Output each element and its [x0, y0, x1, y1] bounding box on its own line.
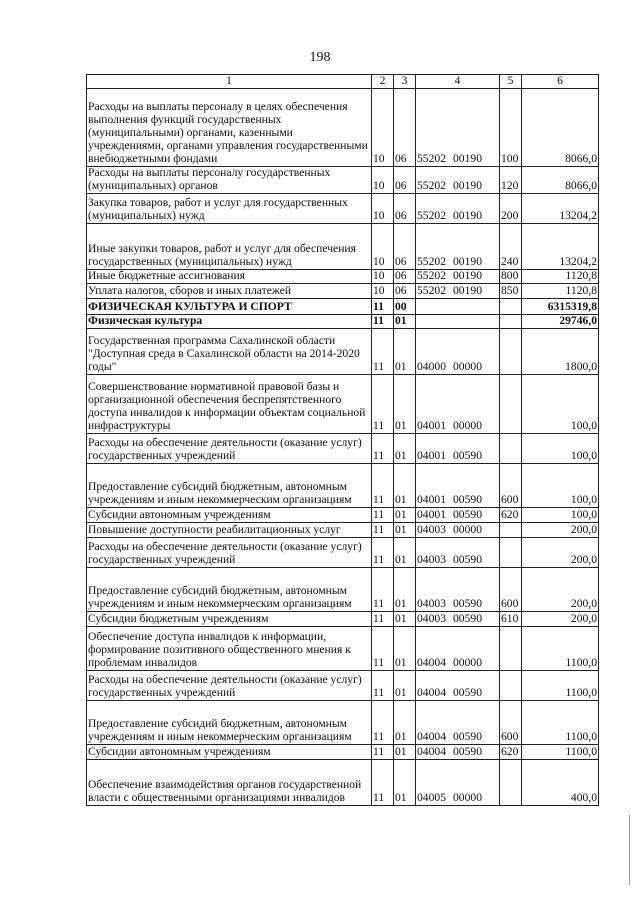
row-expense-type-cell	[500, 523, 522, 538]
target-article-program-code: 55202	[417, 209, 446, 223]
row-subsection-cell: 01	[394, 538, 416, 568]
row-name-cell: ФИЗИЧЕСКАЯ КУЛЬТУРА И СПОРТ	[87, 299, 372, 315]
row-target-article-cell	[416, 627, 500, 671]
target-article-direction-code: 00000	[453, 791, 482, 805]
table-row	[87, 315, 599, 329]
row-sum-cell: 8066,0	[522, 89, 599, 167]
target-article-direction-code: 00590	[453, 449, 482, 463]
row-expense-type-cell	[500, 434, 522, 464]
row-target-article-cell	[416, 167, 500, 194]
row-expense-type-cell	[500, 627, 522, 671]
row-expense-type-cell	[500, 375, 522, 434]
row-section-cell: 11	[372, 671, 394, 701]
row-subsection-cell: 01	[394, 508, 416, 523]
row-section-cell: 11	[372, 508, 394, 523]
row-subsection-cell: 01	[394, 315, 416, 329]
target-article-direction-code: 00190	[453, 179, 482, 193]
row-expense-type-cell: 610	[500, 612, 522, 627]
row-expense-type-cell: 850	[500, 284, 522, 299]
row-sum-cell: 200,0	[522, 612, 599, 627]
row-sum-cell: 8066,0	[522, 167, 599, 194]
target-article-direction-code: 00190	[453, 255, 482, 269]
row-sum-cell: 29746,0	[522, 315, 599, 329]
table-row	[87, 375, 599, 434]
row-name-cell: Субсидии автономным учреждениям	[87, 745, 372, 760]
row-sum-cell: 1120,8	[522, 270, 599, 284]
table-row	[87, 167, 599, 194]
table-row	[87, 538, 599, 568]
row-sum-cell: 1800,0	[522, 329, 599, 375]
row-target-article-cell	[416, 508, 500, 523]
target-article-direction-code: 00590	[453, 508, 482, 522]
table-row	[87, 612, 599, 627]
target-article-program-code: 04003	[417, 612, 446, 626]
row-expense-type-cell: 600	[500, 464, 522, 508]
table-row	[87, 745, 599, 760]
row-sum-cell: 200,0	[522, 538, 599, 568]
row-section-cell: 11	[372, 760, 394, 806]
table-row	[87, 701, 599, 745]
target-article-direction-code: 00590	[453, 493, 482, 507]
target-article-direction-code: 00590	[453, 686, 482, 700]
row-target-article-cell	[416, 224, 500, 270]
target-article-program-code: 04001	[417, 419, 446, 433]
header-col-2: 2	[372, 75, 394, 89]
target-article-program-code: 04000	[417, 360, 446, 374]
target-article-program-code: 55202	[417, 152, 446, 166]
row-name-cell: Уплата налогов, сборов и иных платежей	[87, 284, 372, 299]
header-col-3: 3	[394, 75, 416, 89]
row-expense-type-cell	[500, 329, 522, 375]
row-subsection-cell: 01	[394, 760, 416, 806]
target-article-program-code: 04003	[417, 597, 446, 611]
row-name-cell: Предоставление субсидий бюджетным, автономным учреждениям и иным некоммерческим организациям	[87, 464, 372, 508]
row-expense-type-cell: 620	[500, 745, 522, 760]
target-article-direction-code: 00590	[453, 597, 482, 611]
table-row	[87, 434, 599, 464]
header-col-5: 5	[500, 75, 522, 89]
target-article-direction-code: 00000	[453, 656, 482, 670]
table-row	[87, 627, 599, 671]
row-sum-cell: 13204,2	[522, 224, 599, 270]
row-name-cell: Иные закупки товаров, работ и услуг для обеспечения государственных (муниципальных) нужд	[87, 224, 372, 270]
row-name-cell: Иные бюджетные ассигнования	[87, 270, 372, 284]
table-row	[87, 194, 599, 224]
target-article-program-code: 04003	[417, 523, 446, 537]
row-sum-cell: 1120,8	[522, 284, 599, 299]
row-subsection-cell: 01	[394, 745, 416, 760]
row-subsection-cell: 01	[394, 434, 416, 464]
row-name-cell: Расходы на выплаты персоналу государственных (муниципальных) органов	[87, 167, 372, 194]
row-name-cell: Совершенствование нормативной правовой базы и организационной обеспечения беспрепятственного доступа инвалидов к информации объектам социальной инфраструктуры	[87, 375, 372, 434]
table-row	[87, 89, 599, 167]
row-name-cell: Предоставление субсидий бюджетным, автономным учреждениям и иным некоммерческим организациям	[87, 701, 372, 745]
row-subsection-cell: 01	[394, 329, 416, 375]
row-sum-cell: 100,0	[522, 375, 599, 434]
table-row	[87, 329, 599, 375]
target-article-program-code: 04001	[417, 449, 446, 463]
row-target-article-cell	[416, 89, 500, 167]
row-target-article-cell	[416, 194, 500, 224]
row-target-article-cell	[416, 270, 500, 284]
target-article-program-code: 04004	[417, 745, 446, 759]
row-sum-cell: 200,0	[522, 523, 599, 538]
row-expense-type-cell	[500, 538, 522, 568]
target-article-direction-code: 00590	[453, 553, 482, 567]
table-row	[87, 224, 599, 270]
row-subsection-cell: 01	[394, 568, 416, 612]
row-subsection-cell: 01	[394, 701, 416, 745]
row-name-cell: Повышение доступности реабилитационных услуг	[87, 523, 372, 538]
row-section-cell: 10	[372, 89, 394, 167]
header-row	[87, 75, 599, 89]
row-section-cell: 11	[372, 315, 394, 329]
row-name-cell: Обеспечение доступа инвалидов к информации, формирование позитивного общественного мнения к проблемам инвалидов	[87, 627, 372, 671]
target-article-direction-code: 00590	[453, 745, 482, 759]
row-subsection-cell: 06	[394, 167, 416, 194]
row-target-article-cell	[416, 701, 500, 745]
row-target-article-cell	[416, 538, 500, 568]
row-sum-cell: 400,0	[522, 760, 599, 806]
row-target-article-cell	[416, 329, 500, 375]
target-article-program-code: 04005	[417, 791, 446, 805]
target-article-program-code: 55202	[417, 255, 446, 269]
target-article-direction-code: 00590	[453, 730, 482, 744]
row-section-cell: 11	[372, 434, 394, 464]
row-subsection-cell: 01	[394, 375, 416, 434]
row-expense-type-cell	[500, 671, 522, 701]
row-subsection-cell: 06	[394, 270, 416, 284]
row-target-article-cell	[416, 568, 500, 612]
target-article-program-code: 04001	[417, 508, 446, 522]
budget-table	[86, 74, 599, 806]
row-subsection-cell: 06	[394, 224, 416, 270]
table-row	[87, 284, 599, 299]
table-row	[87, 523, 599, 538]
row-name-cell: Расходы на обеспечение деятельности (оказание услуг) государственных учреждений	[87, 434, 372, 464]
row-subsection-cell: 06	[394, 284, 416, 299]
row-section-cell: 11	[372, 612, 394, 627]
row-expense-type-cell	[500, 315, 522, 329]
row-section-cell: 11	[372, 375, 394, 434]
row-name-cell: Закупка товаров, работ и услуг для государственных (муниципальных) нужд	[87, 194, 372, 224]
table-row	[87, 671, 599, 701]
row-expense-type-cell: 200	[500, 194, 522, 224]
row-section-cell: 10	[372, 167, 394, 194]
budget-table-body	[87, 75, 599, 806]
table-row	[87, 270, 599, 284]
row-name-cell: Субсидии бюджетным учреждениям	[87, 612, 372, 627]
row-target-article-cell	[416, 284, 500, 299]
target-article-direction-code: 00190	[453, 284, 482, 298]
row-name-cell: Обеспечение взаимодействия органов государственной власти с общественными организациями инвалидов	[87, 760, 372, 806]
table-row	[87, 568, 599, 612]
row-name-cell: Расходы на выплаты персоналу в целях обеспечения выполнения функций государственных (муниципальными) органами, казенными учреждениями, органами управления государственными внебюджетными фондами	[87, 89, 372, 167]
row-target-article-cell	[416, 299, 500, 315]
row-sum-cell: 1100,0	[522, 671, 599, 701]
row-subsection-cell: 01	[394, 612, 416, 627]
row-expense-type-cell: 100	[500, 89, 522, 167]
target-article-direction-code: 00000	[453, 360, 482, 374]
row-sum-cell: 1100,0	[522, 627, 599, 671]
row-sum-cell: 100,0	[522, 508, 599, 523]
scan-edge-mark	[629, 815, 630, 885]
row-section-cell: 11	[372, 568, 394, 612]
target-article-direction-code: 00190	[453, 209, 482, 223]
target-article-program-code: 55202	[417, 284, 446, 298]
target-article-direction-code: 00190	[453, 269, 482, 283]
row-target-article-cell	[416, 671, 500, 701]
target-article-direction-code: 00590	[453, 612, 482, 626]
target-article-direction-code: 00000	[453, 419, 482, 433]
row-expense-type-cell: 620	[500, 508, 522, 523]
header-col-1: 1	[87, 75, 372, 89]
row-target-article-cell	[416, 760, 500, 806]
row-sum-cell: 13204,2	[522, 194, 599, 224]
row-subsection-cell: 06	[394, 194, 416, 224]
row-target-article-cell	[416, 745, 500, 760]
row-subsection-cell: 01	[394, 627, 416, 671]
row-section-cell: 10	[372, 270, 394, 284]
row-section-cell: 11	[372, 745, 394, 760]
row-sum-cell: 200,0	[522, 568, 599, 612]
row-section-cell: 11	[372, 701, 394, 745]
row-section-cell: 10	[372, 224, 394, 270]
row-sum-cell: 6315319,8	[522, 299, 599, 315]
row-target-article-cell	[416, 375, 500, 434]
row-expense-type-cell: 120	[500, 167, 522, 194]
row-expense-type-cell: 600	[500, 701, 522, 745]
row-name-cell: Государственная программа Сахалинской области "Доступная среда в Сахалинской области на 2014-2020 годы"	[87, 329, 372, 375]
row-section-cell: 11	[372, 523, 394, 538]
page-number: 198	[309, 50, 331, 65]
row-section-cell: 11	[372, 538, 394, 568]
row-subsection-cell: 06	[394, 89, 416, 167]
row-expense-type-cell: 600	[500, 568, 522, 612]
row-subsection-cell: 01	[394, 523, 416, 538]
target-article-direction-code: 00190	[453, 152, 482, 166]
row-name-cell: Расходы на обеспечение деятельности (оказание услуг) государственных учреждений	[87, 538, 372, 568]
table-row	[87, 508, 599, 523]
row-section-cell: 11	[372, 627, 394, 671]
row-name-cell: Расходы на обеспечение деятельности (оказание услуг) государственных учреждений	[87, 671, 372, 701]
row-section-cell: 10	[372, 194, 394, 224]
row-subsection-cell: 01	[394, 464, 416, 508]
target-article-direction-code: 00000	[453, 523, 482, 537]
target-article-program-code: 04001	[417, 493, 446, 507]
header-col-4: 4	[416, 75, 500, 89]
table-row	[87, 464, 599, 508]
row-expense-type-cell	[500, 760, 522, 806]
row-section-cell: 10	[372, 284, 394, 299]
table-row	[87, 760, 599, 806]
row-section-cell: 11	[372, 299, 394, 315]
row-target-article-cell	[416, 434, 500, 464]
header-col-6: 6	[522, 75, 599, 89]
target-article-program-code: 55202	[417, 269, 446, 283]
row-sum-cell: 1100,0	[522, 701, 599, 745]
target-article-program-code: 04003	[417, 553, 446, 567]
target-article-program-code: 04004	[417, 656, 446, 670]
target-article-program-code: 55202	[417, 179, 446, 193]
row-sum-cell: 100,0	[522, 434, 599, 464]
row-target-article-cell	[416, 523, 500, 538]
row-expense-type-cell: 800	[500, 270, 522, 284]
row-sum-cell: 100,0	[522, 464, 599, 508]
row-subsection-cell: 01	[394, 671, 416, 701]
row-target-article-cell	[416, 464, 500, 508]
row-expense-type-cell	[500, 299, 522, 315]
target-article-program-code: 04004	[417, 686, 446, 700]
row-section-cell: 11	[372, 329, 394, 375]
row-name-cell: Физическая культура	[87, 315, 372, 329]
table-row	[87, 299, 599, 315]
row-section-cell: 11	[372, 464, 394, 508]
row-expense-type-cell: 240	[500, 224, 522, 270]
row-target-article-cell	[416, 315, 500, 329]
row-target-article-cell	[416, 612, 500, 627]
row-subsection-cell: 00	[394, 299, 416, 315]
row-name-cell: Предоставление субсидий бюджетным, автономным учреждениям и иным некоммерческим организациям	[87, 568, 372, 612]
row-name-cell: Субсидии автономным учреждениям	[87, 508, 372, 523]
target-article-program-code: 04004	[417, 730, 446, 744]
row-sum-cell: 1100,0	[522, 745, 599, 760]
